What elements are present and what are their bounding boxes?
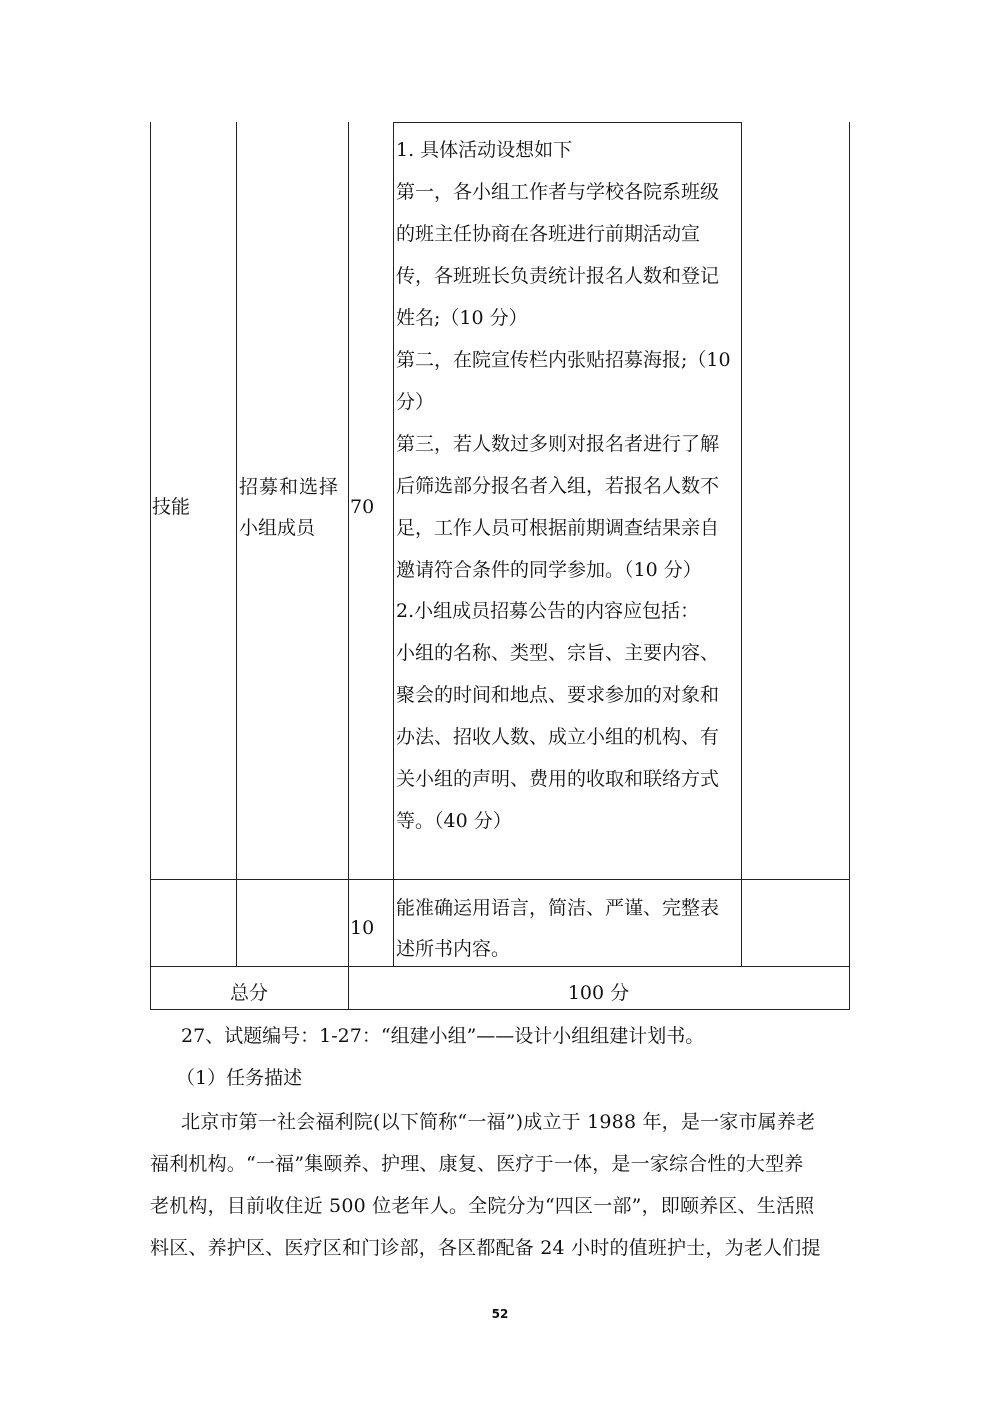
detail-line: 第二，在院宣传栏内张贴招募海报;（10 [396, 349, 731, 371]
category-cell: 技能 [152, 496, 191, 518]
detail-line: 足，工作人员可根据前期调查结果亲自 [396, 517, 720, 539]
detail-line: 聚会的时间和地点、要求参加的对象和 [396, 684, 720, 706]
task-subheading: （1）任务描述 [176, 1067, 303, 1089]
detail-line-row2: 能准确运用语言，简洁、严谨、完整表 [396, 897, 720, 919]
item-cell-line2: 小组成员 [239, 517, 316, 539]
detail-line-row2: 述所书内容。 [396, 938, 511, 960]
table-border-col4 [393, 122, 394, 966]
total-value: 100 分 [567, 982, 630, 1004]
detail-line: 姓名;（10 分） [396, 307, 528, 329]
score-cell: 70 [350, 496, 375, 518]
detail-line: 后筛选部分报名者入组，若报名人数不 [396, 475, 720, 497]
detail-line: 传，各班班长负责统计报名人数和登记 [396, 265, 720, 287]
table-border-col3 [348, 122, 349, 1010]
table-border-col2 [236, 122, 237, 966]
detail-line: 办法、招收人数、成立小组的机构、有 [396, 726, 720, 748]
detail-line: 分） [396, 391, 435, 413]
detail-line: 第一，各小组工作者与学校各院系班级 [396, 181, 720, 203]
detail-line: 2.小组成员招募公告的内容应包括： [396, 600, 700, 622]
paragraph-line: 老机构，目前收住近 500 位老年人。全院分为“四区一部”，即颐养区、生活照 [150, 1195, 815, 1217]
question-heading: 27、试题编号：1-27：“组建小组”——设计小组组建计划书。 [181, 1025, 705, 1047]
table-border-row1-bottom [150, 879, 850, 880]
detail-line: 等。（40 分） [396, 810, 512, 832]
total-label: 总分 [229, 982, 268, 1004]
table-border-right [849, 122, 850, 1010]
detail-line: 关小组的声明、费用的收取和联络方式 [396, 768, 720, 790]
detail-line: 的班主任协商在各班进行前期活动宣 [396, 223, 701, 245]
detail-line: 小组的名称、类型、宗旨、主要内容、 [396, 642, 720, 664]
paragraph-line: 北京市第一社会福利院(以下简称“一福”)成立于 1988 年，是一家市属养老 [181, 1111, 816, 1133]
table-border-left [150, 122, 151, 1010]
detail-line: 邀请符合条件的同学参加。（10 分） [396, 559, 702, 581]
page-number-footer: 52 [491, 1307, 509, 1321]
detail-line: 第三，若人数过多则对报名者进行了解 [396, 433, 720, 455]
paragraph-line: 料区、养护区、医疗区和门诊部，各区都配备 24 小时的值班护士，为老人们提 [150, 1237, 821, 1259]
paragraph-line: 福利机构。“一福”集颐养、护理、康复、医疗于一体，是一家综合性的大型养 [150, 1153, 804, 1175]
table-border-col5 [741, 122, 742, 966]
detail-line: 1. 具体活动设想如下 [396, 139, 573, 161]
table-border-top [393, 122, 742, 123]
score-cell-row2: 10 [350, 917, 375, 939]
item-cell-line1: 招募和选择 [239, 476, 340, 498]
